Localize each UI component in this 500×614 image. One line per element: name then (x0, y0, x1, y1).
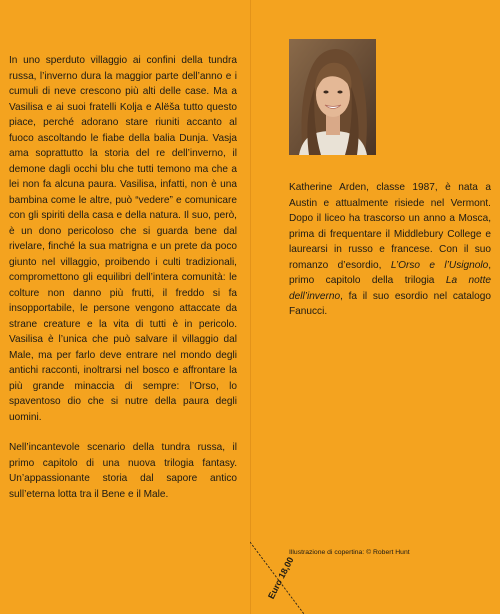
price-label: Euro 18,00 (265, 555, 296, 601)
author-bio (289, 180, 491, 320)
bio-text-part: , primo capitolo della trilogia (289, 259, 491, 286)
synopsis-paragraph: In uno sperduto villaggio ai confini della tundra russa, l’inverno dura la maggior parte dell’anno e i cumuli di neve crescono più alti delle case. Ma a Vasilisa e ai suoi fratelli Kolja e Alëša tutto questo piace, perché adorano stare riuniti accanto al fuoco ascoltando le fiabe della balia Dunja. Vasja ama soprattutto la storia del re dell’inverno, il demone dagli occhi blu che tutti temono ma che a lei non fa alcuna paura. Vasilisa, infatti, non è una bambina come le altre, può “vedere” e comunicare con gli spiriti della casa e della natura. Il suo, però, è un dono pericoloso che si guarda bene dal rivelare, finché la sua matrigna e un prete da poco giunto nel villaggio, proibendo i culti tradizionali, compromettono gli equilibri dell’intera comunità: le colture non danno più frutti, il freddo si fa insopportabile, le persone vengono attaccate da strane creature e la vita di tutti è in pericolo. Vasilisa è l’unica che può salvare il villaggio dal Male, ma per farlo deve entrare nel mondo degli antichi racconti, inoltrarsi nel bosco e affrontare la più grande minaccia di sempre: l’Orso, lo spaventoso dio che si nutre della paura degli uomini. (9, 55, 237, 423)
spine-fold-line (250, 0, 251, 614)
synopsis-panel (9, 53, 237, 502)
price-dashed-guide (250, 530, 350, 614)
author-bio-text (289, 180, 491, 320)
trilogy-title-reference: La notte dell’inverno (289, 275, 491, 302)
price-corner-band (250, 530, 350, 614)
author-photo (289, 39, 376, 155)
bio-text-part: , fa il suo esordio nel catalogo Fanucci. (289, 290, 491, 317)
cover-illustration-credit: Illustrazione di copertina: © Robert Hunt (289, 549, 410, 556)
synopsis-tagline: Nell’incantevole scenario della tundra russa, il primo capitolo di una nuova trilogia fantasy. Un’appassionante storia dal sapore antico sull’eterna lotta tra il Bene e il Male. (9, 442, 237, 500)
author-portrait-image (289, 39, 376, 155)
bio-text-part: Katherine Arden, classe 1987, è nata a Austin e attualmente risiede nel Vermont. Dopo il liceo ha trascorso un anno a Mosca, prima di frequentare il Middlebury College e laurearsi in russo e francese. Con il suo romanzo d’esordio, (289, 182, 491, 271)
book-title-reference: L’Orso e l’Usignolo (390, 259, 489, 271)
